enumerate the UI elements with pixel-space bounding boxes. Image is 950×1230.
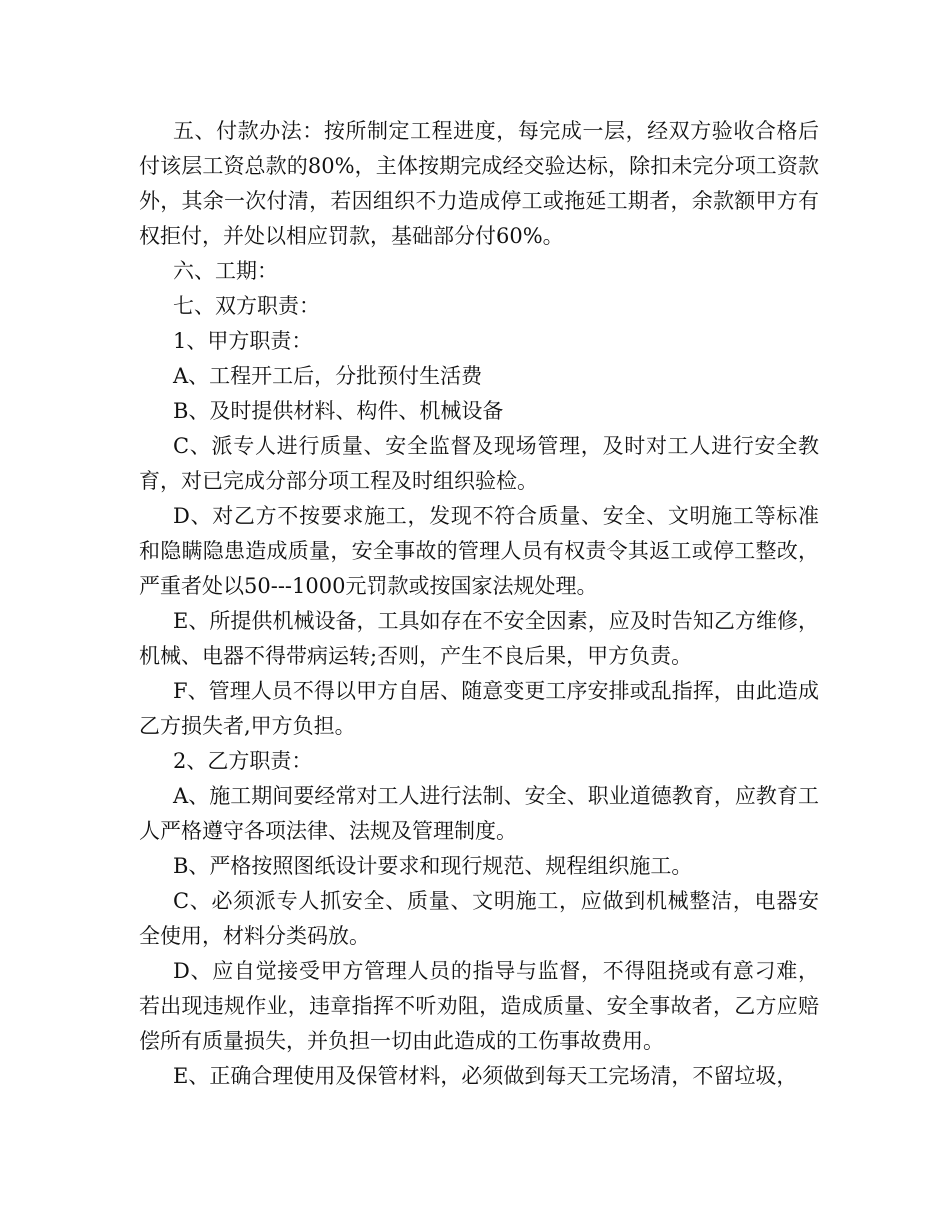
paragraph-schedule: 六、工期： — [173, 259, 278, 283]
paragraph-party-a-item-a: A、工程开工后，分批预付生活费 — [173, 364, 483, 388]
paragraph-party-a-item-d: D、对乙方不按要求施工，发现不符合质量、安全、文明施工等标准和隐瞒隐患造成质量，安全事故的管理人员有权责令其返工或停工整改，严重者处以50---1000元罚款或按国家法规处理。 — [139, 504, 819, 598]
paragraph-party-a-heading: 1、甲方职责： — [173, 329, 313, 353]
paragraph-party-a-item-f: F、管理人员不得以甲方自居、随意变更工序安排或乱指挥，由此造成乙方损失者,甲方负担。 — [139, 679, 819, 738]
paragraph-party-b-item-c: C、必须派专人抓安全、质量、文明施工，应做到机械整洁，电器安全使用，材料分类码放。 — [139, 889, 819, 948]
paragraph-party-b-item-e: E、正确合理使用及保管材料，必须做到每天工完场清，不留垃圾， — [173, 1064, 798, 1088]
paragraph-party-a-item-c: C、派专人进行质量、安全监督及现场管理，及时对工人进行安全教育，对已完成分部分项工程及时组织验检。 — [139, 434, 819, 493]
paragraph-party-a-item-b: B、及时提供材料、构件、机械设备 — [173, 399, 504, 423]
paragraph-duties-heading: 七、双方职责： — [173, 294, 320, 318]
paragraph-party-b-item-a: A、施工期间要经常对工人进行法制、安全、职业道德教育，应教育工人严格遵守各项法律、法规及管理制度。 — [139, 784, 819, 843]
paragraph-party-a-item-e: E、所提供机械设备，工具如存在不安全因素，应及时告知乙方维修，机械、电器不得带病运转;否则，产生不良后果，甲方负责。 — [139, 609, 819, 668]
paragraph-party-b-heading: 2、乙方职责： — [173, 749, 313, 773]
paragraph-party-b-item-d: D、应自觉接受甲方管理人员的指导与监督，不得阻挠或有意刁难，若出现违规作业，违章指挥不听劝阻，造成质量、安全事故者，乙方应赔偿所有质量损失，并负担一切由此造成的工伤事故费用。 — [139, 959, 819, 1053]
paragraph-payment-method: 五、付款办法：按所制定工程进度，每完成一层，经双方验收合格后付该层工资总款的80%，主体按期完成经交验达标，除扣未完分项工资款外，其余一次付清，若因组织不力造成停工或拖延工期者，余款额甲方有权拒付，并处以相应罚款，基础部分付60%。 — [139, 119, 819, 248]
paragraph-party-b-item-b: B、严格按照图纸设计要求和现行规范、规程组织施工。 — [173, 854, 693, 878]
document-body — [139, 114, 819, 1094]
